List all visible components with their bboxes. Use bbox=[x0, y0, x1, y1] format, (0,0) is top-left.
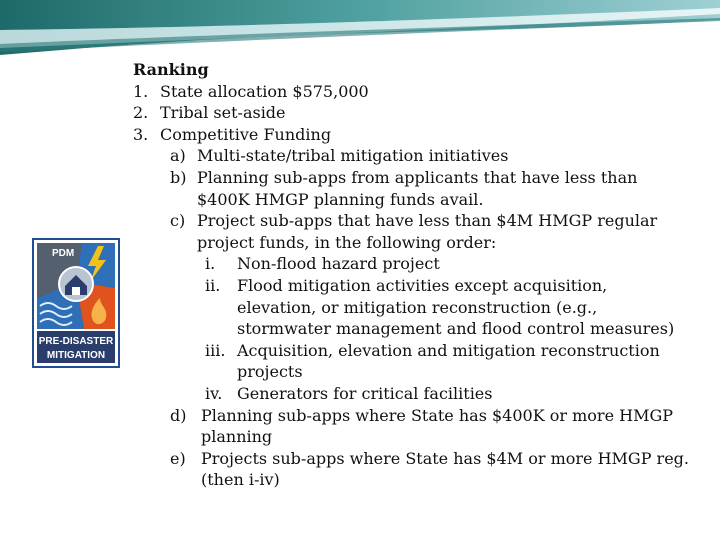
list-item: 3. Competitive Funding bbox=[133, 124, 332, 144]
sub-item-e-cont: (then i-iv) bbox=[201, 470, 280, 490]
ranking-list bbox=[133, 59, 713, 491]
sub-item-d-cont: planning bbox=[201, 427, 273, 447]
sub-item-b-cont: $400K HMGP planning funds avail. bbox=[197, 189, 484, 209]
roman-item-i: i. Non-flood hazard project bbox=[205, 254, 440, 274]
logo-title-line-2: MITIGATION bbox=[46, 350, 106, 361]
roman-item-ii-cont: elevation, or mitigation reconstruction (e.g., bbox=[237, 297, 598, 317]
sub-item-c: c) Project sub-apps that have less than $4M HMGP regular bbox=[170, 211, 658, 231]
roman-item-iii: iii. Acquisition, elevation and mitigation reconstruction bbox=[205, 340, 660, 360]
roman-item-ii-cont: stormwater management and flood control measures) bbox=[237, 319, 675, 339]
roman-item-iii-cont: projects bbox=[237, 362, 303, 382]
logo-title-line-1: PRE-DISASTER bbox=[38, 336, 114, 347]
sub-item-a: a) Multi-state/tribal mitigation initiatives bbox=[170, 146, 509, 166]
sub-item-d: d) Planning sub-apps where State has $400K or more HMGP bbox=[170, 405, 674, 425]
sub-item-e: e) Projects sub-apps where State has $4M or more HMGP reg. bbox=[170, 448, 689, 468]
sub-item-c-cont: project funds, in the following order: bbox=[197, 232, 497, 252]
list-item: 1. State allocation $575,000 bbox=[133, 81, 369, 101]
list-item: 2. Tribal set-aside bbox=[133, 103, 286, 123]
logo-badge-text: PDM bbox=[52, 248, 75, 259]
pdm-logo bbox=[32, 238, 120, 368]
sub-item-b: b) Planning sub-apps from applicants that have less than bbox=[170, 167, 638, 187]
roman-item-ii: ii. Flood mitigation activities except acquisition, bbox=[205, 275, 608, 295]
slide-heading: Ranking bbox=[133, 60, 209, 79]
roman-item-iv: iv. Generators for critical facilities bbox=[205, 383, 493, 403]
